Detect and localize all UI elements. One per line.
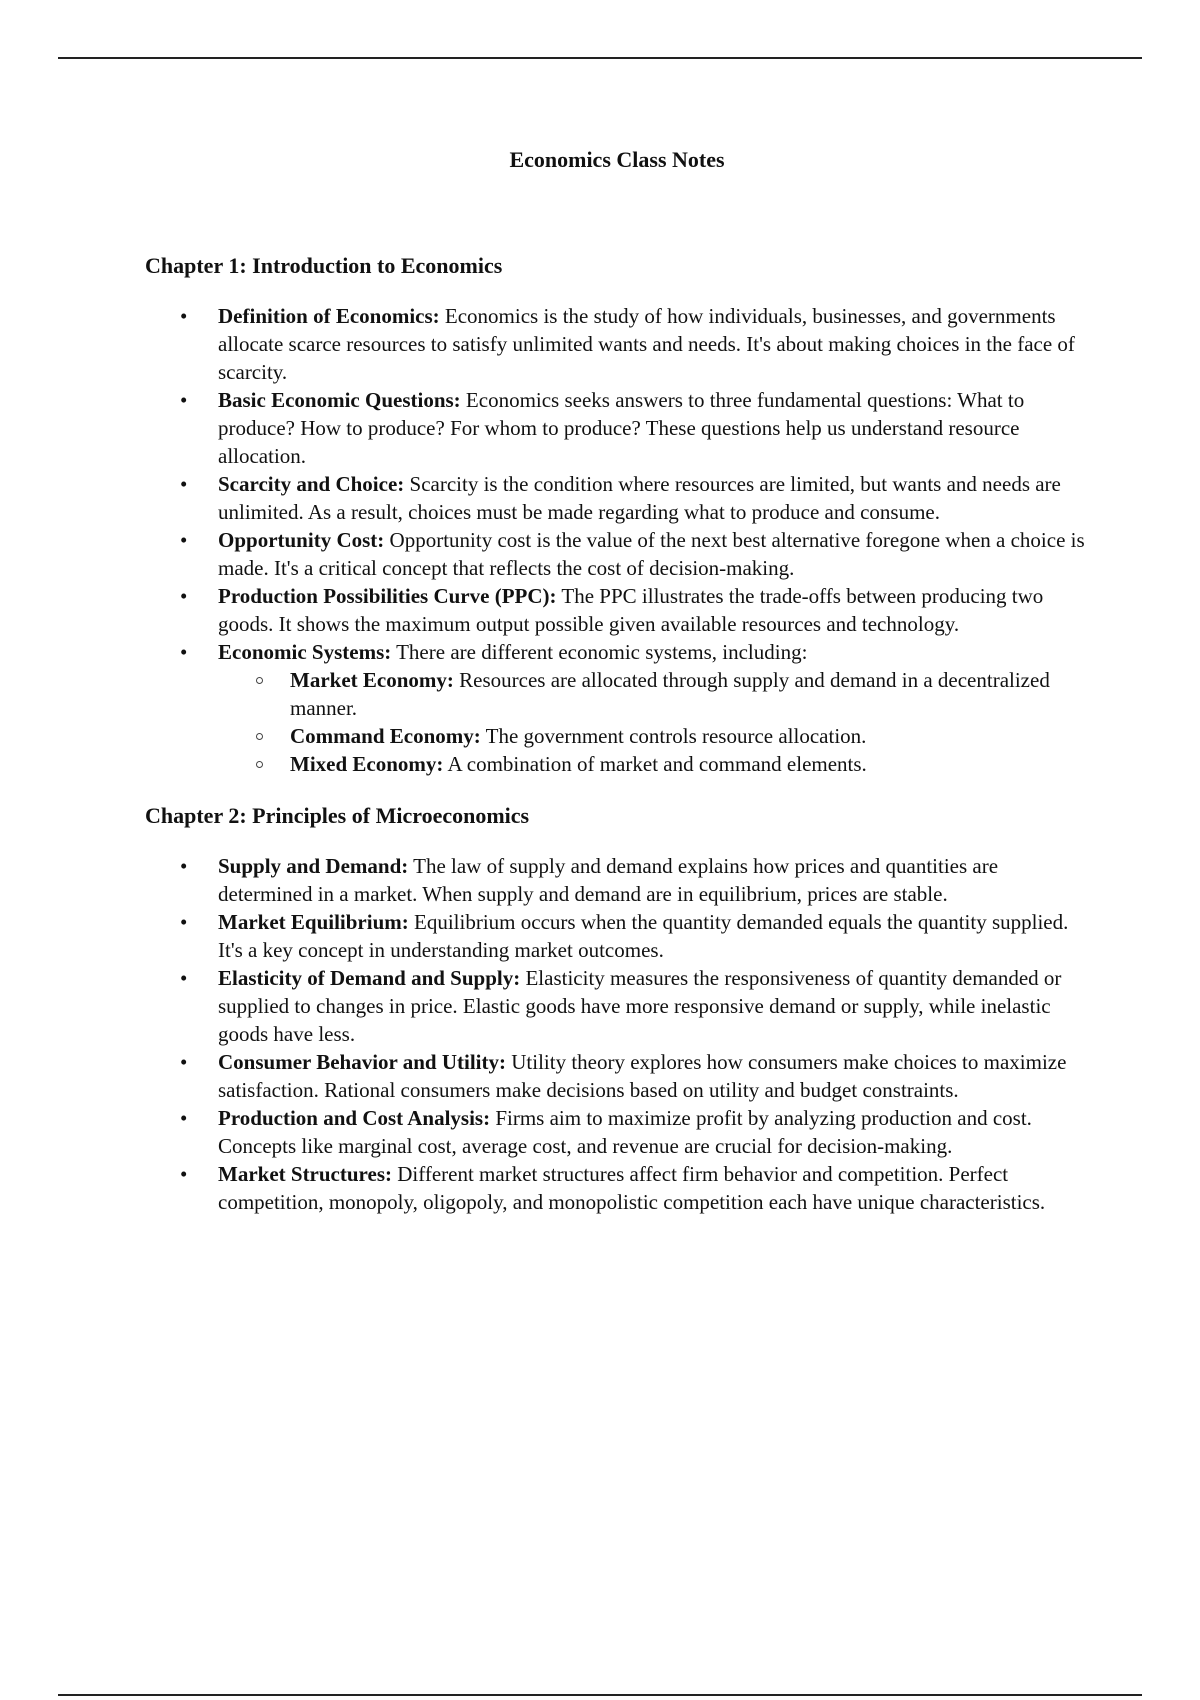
bullet-icon: • [180, 528, 188, 552]
bullet-icon: • [180, 388, 188, 412]
item-text: The PPC illustrates the trade-offs between producing two goods. It shows the maximum output possible given available resources and technology. [218, 584, 1044, 636]
bullet-icon: • [180, 1162, 188, 1186]
list-item [180, 386, 1095, 470]
list-item [180, 302, 1095, 386]
chapter-2-list [145, 852, 1095, 1216]
item-term: Mixed Economy: [290, 752, 444, 776]
item-term: Elasticity of Demand and Supply: [218, 966, 521, 990]
item-text: Different market structures affect firm behavior and competition. Perfect competition, monopoly, oligopoly, and monopolistic competition each have unique characteristics. [218, 1162, 1046, 1214]
item-text: Firms aim to maximize profit by analyzing production and cost. Concepts like marginal cost, average cost, and revenue are crucial for decision-making. [218, 1106, 1032, 1158]
bullet-icon: • [180, 304, 188, 328]
bullet-icon: • [180, 584, 188, 608]
economic-systems-sublist [218, 666, 1095, 778]
sub-list-item [290, 666, 1095, 722]
bullet-icon: • [180, 640, 188, 664]
item-text: Equilibrium occurs when the quantity demanded equals the quantity supplied. It's a key concept in understanding market outcomes. [218, 910, 1069, 962]
item-text: Economics seeks answers to three fundamental questions: What to produce? How to produce? For whom to produce? These questions help us understand resource allocation. [218, 388, 1025, 468]
item-term: Economic Systems: [218, 640, 392, 664]
sub-list-item [290, 722, 1095, 750]
item-term: Market Structures: [218, 1162, 392, 1186]
item-term: Command Economy: [290, 724, 481, 748]
item-term: Production and Cost Analysis: [218, 1106, 491, 1130]
list-item [180, 470, 1095, 526]
item-term: Definition of Economics: [218, 304, 440, 328]
item-text: The law of supply and demand explains how prices and quantities are determined in a market. When supply and demand are in equilibrium, prices are stable. [218, 854, 999, 906]
list-item [180, 582, 1095, 638]
bullet-icon: • [180, 910, 188, 934]
circle-bullet-icon [256, 761, 263, 768]
item-term: Scarcity and Choice: [218, 472, 405, 496]
list-item [180, 638, 1095, 778]
chapter-heading: Chapter 1: Introduction to Economics [145, 253, 503, 278]
list-item [180, 1104, 1095, 1160]
item-text: The government controls resource allocation. [480, 724, 867, 748]
item-term: Supply and Demand: [218, 854, 409, 878]
bottom-rule [58, 1694, 1142, 1696]
item-term: Market Economy: [290, 668, 454, 692]
circle-bullet-icon [256, 733, 263, 740]
chapter-heading: Chapter 2: Principles of Microeconomics [145, 803, 530, 828]
item-text: Resources are allocated through supply and demand in a decentralized manner. [290, 668, 1050, 720]
notes-content [145, 252, 1095, 1216]
item-text: There are different economic systems, including: [391, 640, 808, 664]
sub-list-item [290, 750, 1095, 778]
item-term: Basic Economic Questions: [218, 388, 461, 412]
circle-bullet-icon [256, 677, 263, 684]
bullet-icon: • [180, 854, 188, 878]
item-text: Opportunity cost is the value of the next best alternative foregone when a choice is made. It's a critical concept that reflects the cost of decision-making. [218, 528, 1085, 580]
chapter-1-list [145, 302, 1095, 778]
item-text: A combination of market and command elements. [443, 752, 867, 776]
bullet-icon: • [180, 966, 188, 990]
top-rule [58, 57, 1142, 59]
item-term: Production Possibilities Curve (PPC): [218, 584, 557, 608]
item-term: Opportunity Cost: [218, 528, 385, 552]
item-term: Consumer Behavior and Utility: [218, 1050, 506, 1074]
bullet-icon: • [180, 472, 188, 496]
bullet-icon: • [180, 1050, 188, 1074]
item-term: Market Equilibrium: [218, 910, 409, 934]
bullet-icon: • [180, 1106, 188, 1130]
item-text: Elasticity measures the responsiveness of quantity demanded or supplied to changes in price. Elastic goods have more responsive demand or supply, while inelastic goods have less. [218, 966, 1062, 1046]
list-item [180, 526, 1095, 582]
list-item [180, 852, 1095, 908]
page-title: Economics Class Notes [509, 147, 725, 172]
item-text: Utility theory explores how consumers make choices to maximize satisfaction. Rational consumers make decisions based on utility and budget constraints. [218, 1050, 1067, 1102]
item-text: Scarcity is the condition where resources are limited, but wants and needs are unlimited. As a result, choices must be made regarding what to produce and consume. [218, 472, 1061, 524]
list-item [180, 908, 1095, 964]
list-item [180, 1160, 1095, 1216]
item-text: Economics is the study of how individuals, businesses, and governments allocate scarce resources to satisfy unlimited wants and needs. It's about making choices in the face of scarcity. [218, 304, 1075, 384]
list-item [180, 1048, 1095, 1104]
list-item [180, 964, 1095, 1048]
